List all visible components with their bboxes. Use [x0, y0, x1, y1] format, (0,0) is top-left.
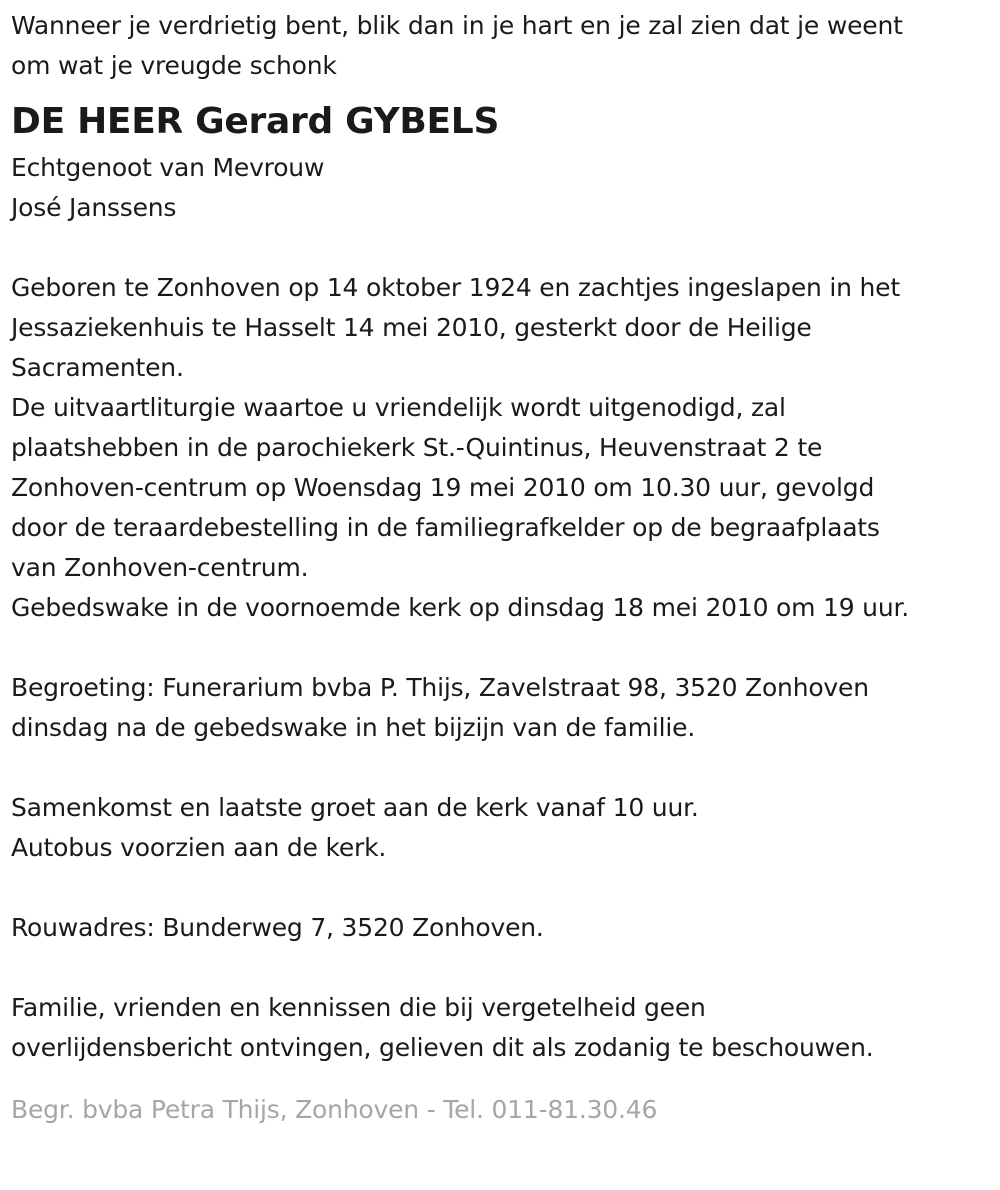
spacer [11, 228, 990, 268]
paragraph-line: Samenkomst en laatste groet aan de kerk vanaf 10 uur. [11, 793, 699, 822]
motto [11, 6, 990, 86]
paragraph-line: van Zonhoven-centrum. [11, 553, 309, 582]
birth-death-paragraph [11, 268, 990, 388]
paragraph-line: Zonhoven-centrum op Woensdag 19 mei 2010 om 10.30 uur, gevolgd [11, 473, 875, 502]
paragraph-line: dinsdag na de gebedswake in het bijzijn van de familie. [11, 713, 696, 742]
spacer [11, 868, 990, 908]
funeral-paragraph [11, 388, 990, 588]
paragraph-line: Autobus voorzien aan de kerk. [11, 833, 387, 862]
paragraph-line: door de teraardebestelling in de familiegrafkelder op de begraafplaats [11, 513, 880, 542]
relation-line: Echtgenoot van Mevrouw [11, 153, 325, 182]
vigil-paragraph [11, 588, 990, 628]
greeting-paragraph [11, 668, 990, 748]
motto-line: Wanneer je verdrietig bent, blik dan in je hart en je zal zien dat je weent [11, 11, 903, 40]
relation-line: José Janssens [11, 193, 177, 222]
paragraph-line: overlijdensbericht ontvingen, gelieven dit als zodanig te beschouwen. [11, 1033, 874, 1062]
spacer [11, 748, 990, 788]
paragraph-line: De uitvaartliturgie waartoe u vriendelijk wordt uitgenodigd, zal [11, 393, 786, 422]
deceased-name: DE HEER Gerard GYBELS [11, 101, 500, 142]
relation [11, 148, 990, 228]
paragraph-line: plaatshebben in de parochiekerk St.-Quintinus, Heuvenstraat 2 te [11, 433, 823, 462]
paragraph-line: Begroeting: Funerarium bvba P. Thijs, Zavelstraat 98, 3520 Zonhoven [11, 673, 869, 702]
funeral-home-footer: Begr. bvba Petra Thijs, Zonhoven - Tel. 011-81.30.46 [11, 1095, 658, 1124]
notice-paragraph [11, 988, 990, 1068]
address-paragraph [11, 908, 990, 948]
paragraph-line: Gebedswake in de voornoemde kerk op dinsdag 18 mei 2010 om 19 uur. [11, 593, 910, 622]
paragraph-line: Rouwadres: Bunderweg 7, 3520 Zonhoven. [11, 913, 544, 942]
spacer [11, 628, 990, 668]
gathering-paragraph [11, 788, 990, 868]
paragraph-line: Jessaziekenhuis te Hasselt 14 mei 2010, gesterkt door de Heilige [11, 313, 812, 342]
spacer [11, 948, 990, 988]
paragraph-line: Geboren te Zonhoven op 14 oktober 1924 en zachtjes ingeslapen in het [11, 273, 900, 302]
paragraph-line: Familie, vrienden en kennissen die bij vergetelheid geen [11, 993, 706, 1022]
paragraph-line: Sacramenten. [11, 353, 184, 382]
motto-line: om wat je vreugde schonk [11, 51, 337, 80]
